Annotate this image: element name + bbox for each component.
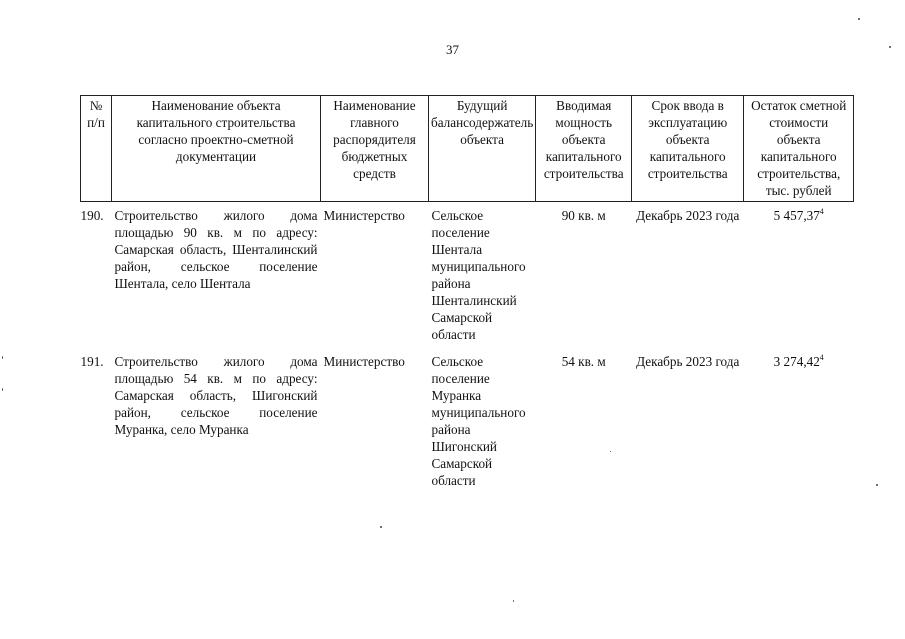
capacity: 90 кв. м [561,208,606,223]
scan-speck [876,484,878,486]
scan-speck [513,600,514,602]
table-body [81,202,854,490]
remaining-cost [744,202,854,344]
balance-holder: Сельское поселение Муранка муниципального района Шигонский Самарской области [431,354,526,488]
scan-speck [610,451,611,452]
remaining-cost [744,343,854,489]
header-administrator: Наименование главного распорядителя бюджетных средств [321,96,429,202]
balance-holder: Сельское поселение Шентала муниципального района Шенталинский Самарской области [431,208,526,342]
header-object-name: Наименование объекта капитального строительства согласно проектно-сметной документации [112,96,321,202]
commissioning-deadline: Декабрь 2023 года [636,354,740,369]
remaining-cost-value: 5 457,37 [773,208,820,223]
table-row [81,202,854,344]
header-num: № п/п [81,96,112,202]
footnote-marker: 4 [819,207,824,216]
object-name: Строительство жилого дома площадью 90 кв. м по адресу: Самарская область, Шенталинский район, сельское поселение Шентала, село Шентала [114,208,318,291]
remaining-cost-value: 3 274,42 [773,354,820,369]
scan-speck [2,388,3,391]
table-header [81,96,854,202]
footnote-marker: 4 [819,353,824,362]
projects-table [80,95,854,489]
scan-speck [889,46,891,48]
header-capacity: Вводимая мощность объекта капитального строительства [536,96,632,202]
page-number: 37 [446,42,459,57]
header-balance-holder: Будущий балансодержатель объекта [429,96,536,202]
budget-administrator: Министерство [323,354,405,369]
header-deadline: Срок ввода в эксплуатацию объекта капитального строительства [632,96,744,202]
table-row [81,343,854,489]
object-name: Строительство жилого дома площадью 54 кв. м по адресу: Самарская область, Шигонский район, сельское поселение Муранка, село Муранка [114,354,318,437]
header-row [81,96,854,202]
scan-speck [2,356,3,359]
row-number: 190. [80,208,104,223]
commissioning-deadline: Декабрь 2023 года [636,208,740,223]
header-remaining-cost: Остаток сметной стоимости объекта капитального строительства, тыс. рублей [744,96,854,202]
row-number: 191. [80,354,104,369]
scan-speck [380,526,382,528]
budget-administrator: Министерство [323,208,405,223]
capacity: 54 кв. м [561,354,606,369]
scan-speck [858,18,860,20]
